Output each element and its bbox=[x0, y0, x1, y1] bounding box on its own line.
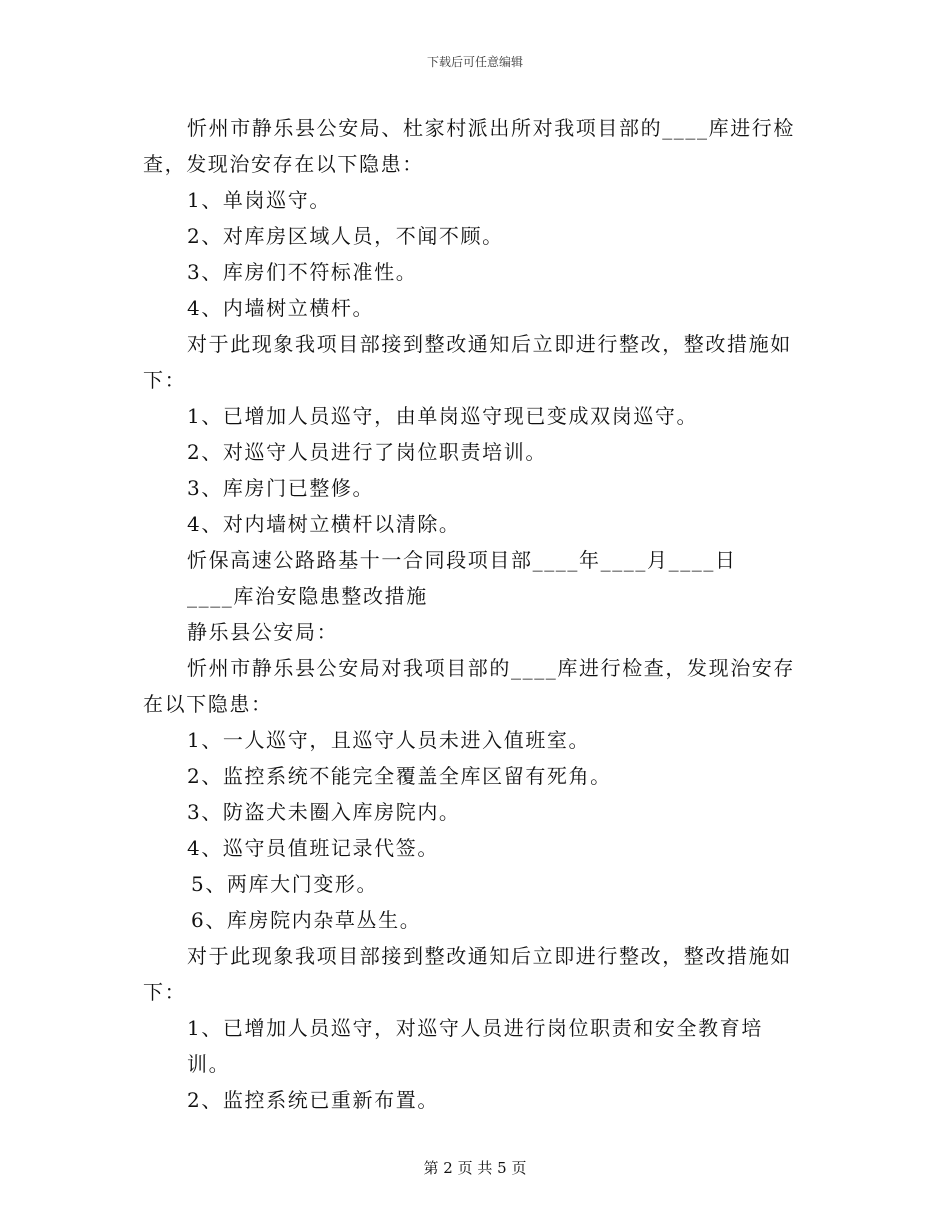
list-item: 4、巡守员值班记录代签。 bbox=[187, 836, 439, 860]
paragraph: 忻州市静乐县公安局、杜家村派出所对我项目部的____库进行检查，发现治安存在以下隐患： bbox=[143, 116, 795, 176]
list-item: 3、防盗犬未圈入库房院内。 bbox=[187, 800, 461, 824]
section-title: ____库治安隐患整改措施 bbox=[187, 584, 428, 608]
signature-line: 忻保高速公路路基十一合同段项目部____年____月____日 bbox=[187, 548, 737, 572]
document-body bbox=[143, 110, 803, 1118]
list-item: 2、对巡守人员进行了岗位职责培训。 bbox=[187, 440, 547, 464]
page-header: 下载后可任意编辑 bbox=[426, 55, 523, 69]
paragraph: 忻州市静乐县公安局对我项目部的____库进行检查，发现治安存在以下隐患： bbox=[143, 656, 795, 716]
list-item: 2、监控系统已重新布置。 bbox=[187, 1088, 439, 1112]
list-item: 2、监控系统不能完全覆盖全库区留有死角。 bbox=[187, 764, 612, 788]
list-item: 3、库房们不符标准性。 bbox=[187, 260, 418, 284]
list-item: 2、对库房区域人员，不闻不顾。 bbox=[187, 224, 504, 248]
list-item: 1、单岗巡守。 bbox=[187, 188, 331, 212]
list-item: 4、对内墙树立横杆以清除。 bbox=[187, 512, 461, 536]
list-item: 1、一人巡守，且巡守人员未进入值班室。 bbox=[187, 728, 591, 752]
paragraph: 对于此现象我项目部接到整改通知后立即进行整改，整改措施如下： bbox=[143, 332, 792, 392]
list-item: 1、已增加人员巡守，对巡守人员进行岗位职责和安全教育培训。 bbox=[187, 1016, 763, 1076]
list-item: 5、两库大门变形。 bbox=[191, 872, 379, 896]
list-item: 3、库房门已整修。 bbox=[187, 476, 375, 500]
page-footer: 第 2 页 共 5 页 bbox=[423, 1159, 527, 1177]
list-item: 4、内墙树立横杆。 bbox=[187, 296, 375, 320]
list-item: 1、已增加人员巡守，由单岗巡守现已变成双岗巡守。 bbox=[187, 404, 699, 428]
salutation: 静乐县公安局： bbox=[187, 620, 339, 644]
list-item: 6、库房院内杂草丛生。 bbox=[191, 908, 422, 932]
paragraph: 对于此现象我项目部接到整改通知后立即进行整改，整改措施如下： bbox=[143, 944, 792, 1004]
